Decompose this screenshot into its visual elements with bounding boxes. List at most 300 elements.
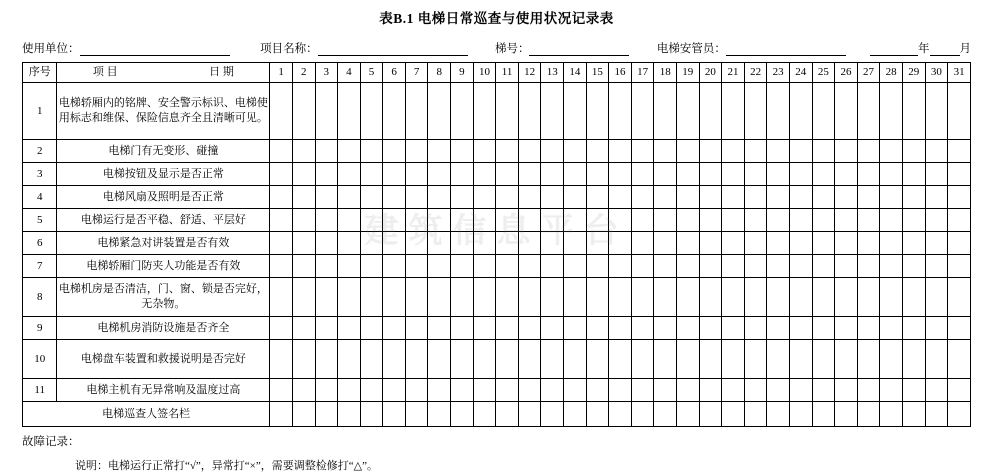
cell-day-14[interactable]	[564, 379, 587, 402]
cell-day-26[interactable]	[835, 379, 858, 402]
cell-day-26[interactable]	[835, 209, 858, 232]
cell-day-25[interactable]	[812, 317, 835, 340]
cell-day-17[interactable]	[631, 140, 654, 163]
cell-day-12[interactable]	[518, 140, 541, 163]
cell-day-6[interactable]	[383, 317, 406, 340]
cell-day-19[interactable]	[677, 232, 700, 255]
cell-day-11[interactable]	[496, 209, 519, 232]
cell-day-21[interactable]	[722, 278, 745, 317]
cell-day-18[interactable]	[654, 163, 677, 186]
cell-day-12[interactable]	[518, 163, 541, 186]
sign-day-7[interactable]	[405, 402, 428, 427]
cell-day-3[interactable]	[315, 317, 338, 340]
cell-day-20[interactable]	[699, 255, 722, 278]
cell-day-28[interactable]	[880, 379, 903, 402]
cell-day-23[interactable]	[767, 255, 790, 278]
sign-day-20[interactable]	[699, 402, 722, 427]
cell-day-24[interactable]	[789, 163, 812, 186]
cell-day-22[interactable]	[744, 379, 767, 402]
cell-day-29[interactable]	[902, 278, 925, 317]
cell-day-29[interactable]	[902, 83, 925, 140]
cell-day-18[interactable]	[654, 140, 677, 163]
cell-day-4[interactable]	[338, 317, 361, 340]
cell-day-31[interactable]	[948, 255, 971, 278]
cell-day-3[interactable]	[315, 163, 338, 186]
cell-day-22[interactable]	[744, 340, 767, 379]
cell-day-21[interactable]	[722, 340, 745, 379]
cell-day-15[interactable]	[586, 340, 609, 379]
cell-day-6[interactable]	[383, 83, 406, 140]
cell-day-19[interactable]	[677, 209, 700, 232]
cell-day-17[interactable]	[631, 163, 654, 186]
cell-day-8[interactable]	[428, 278, 451, 317]
cell-day-19[interactable]	[677, 379, 700, 402]
cell-day-19[interactable]	[677, 186, 700, 209]
cell-day-22[interactable]	[744, 278, 767, 317]
cell-day-12[interactable]	[518, 255, 541, 278]
cell-day-31[interactable]	[948, 209, 971, 232]
cell-day-12[interactable]	[518, 209, 541, 232]
cell-day-26[interactable]	[835, 232, 858, 255]
cell-day-6[interactable]	[383, 186, 406, 209]
cell-day-7[interactable]	[405, 340, 428, 379]
cell-day-7[interactable]	[405, 163, 428, 186]
cell-day-27[interactable]	[857, 317, 880, 340]
cell-day-15[interactable]	[586, 83, 609, 140]
cell-day-15[interactable]	[586, 163, 609, 186]
cell-day-3[interactable]	[315, 209, 338, 232]
cell-day-9[interactable]	[451, 186, 474, 209]
cell-day-4[interactable]	[338, 140, 361, 163]
sign-day-17[interactable]	[631, 402, 654, 427]
cell-day-17[interactable]	[631, 340, 654, 379]
cell-day-18[interactable]	[654, 317, 677, 340]
cell-day-15[interactable]	[586, 255, 609, 278]
cell-day-27[interactable]	[857, 140, 880, 163]
sign-day-25[interactable]	[812, 402, 835, 427]
cell-day-24[interactable]	[789, 278, 812, 317]
cell-day-18[interactable]	[654, 379, 677, 402]
cell-day-14[interactable]	[564, 317, 587, 340]
cell-day-24[interactable]	[789, 340, 812, 379]
cell-day-12[interactable]	[518, 379, 541, 402]
cell-day-6[interactable]	[383, 209, 406, 232]
cell-day-2[interactable]	[292, 163, 315, 186]
cell-day-24[interactable]	[789, 83, 812, 140]
cell-day-23[interactable]	[767, 278, 790, 317]
cell-day-28[interactable]	[880, 186, 903, 209]
cell-day-8[interactable]	[428, 255, 451, 278]
cell-day-22[interactable]	[744, 255, 767, 278]
sign-day-16[interactable]	[609, 402, 632, 427]
cell-day-23[interactable]	[767, 317, 790, 340]
cell-day-29[interactable]	[902, 163, 925, 186]
sign-day-26[interactable]	[835, 402, 858, 427]
cell-day-14[interactable]	[564, 140, 587, 163]
cell-day-24[interactable]	[789, 232, 812, 255]
cell-day-7[interactable]	[405, 186, 428, 209]
cell-day-4[interactable]	[338, 340, 361, 379]
cell-day-5[interactable]	[360, 278, 383, 317]
cell-day-10[interactable]	[473, 232, 496, 255]
cell-day-2[interactable]	[292, 317, 315, 340]
cell-day-23[interactable]	[767, 186, 790, 209]
cell-day-23[interactable]	[767, 163, 790, 186]
cell-day-25[interactable]	[812, 255, 835, 278]
cell-day-10[interactable]	[473, 317, 496, 340]
cell-day-16[interactable]	[609, 278, 632, 317]
cell-day-25[interactable]	[812, 340, 835, 379]
cell-day-26[interactable]	[835, 255, 858, 278]
cell-day-25[interactable]	[812, 209, 835, 232]
sign-day-13[interactable]	[541, 402, 564, 427]
cell-day-4[interactable]	[338, 232, 361, 255]
cell-day-20[interactable]	[699, 340, 722, 379]
cell-day-16[interactable]	[609, 83, 632, 140]
cell-day-18[interactable]	[654, 255, 677, 278]
cell-day-1[interactable]	[270, 317, 293, 340]
cell-day-2[interactable]	[292, 209, 315, 232]
cell-day-7[interactable]	[405, 140, 428, 163]
cell-day-19[interactable]	[677, 83, 700, 140]
cell-day-15[interactable]	[586, 232, 609, 255]
cell-day-9[interactable]	[451, 379, 474, 402]
cell-day-13[interactable]	[541, 140, 564, 163]
cell-day-14[interactable]	[564, 186, 587, 209]
cell-day-2[interactable]	[292, 83, 315, 140]
cell-day-21[interactable]	[722, 83, 745, 140]
cell-day-4[interactable]	[338, 186, 361, 209]
cell-day-30[interactable]	[925, 209, 948, 232]
cell-day-30[interactable]	[925, 340, 948, 379]
cell-day-9[interactable]	[451, 278, 474, 317]
cell-day-29[interactable]	[902, 232, 925, 255]
cell-day-8[interactable]	[428, 232, 451, 255]
cell-day-13[interactable]	[541, 317, 564, 340]
cell-day-21[interactable]	[722, 209, 745, 232]
cell-day-5[interactable]	[360, 163, 383, 186]
cell-day-1[interactable]	[270, 379, 293, 402]
cell-day-9[interactable]	[451, 255, 474, 278]
cell-day-10[interactable]	[473, 379, 496, 402]
cell-day-7[interactable]	[405, 83, 428, 140]
cell-day-21[interactable]	[722, 186, 745, 209]
cell-day-9[interactable]	[451, 317, 474, 340]
cell-day-8[interactable]	[428, 83, 451, 140]
cell-day-8[interactable]	[428, 140, 451, 163]
cell-day-23[interactable]	[767, 340, 790, 379]
sign-day-18[interactable]	[654, 402, 677, 427]
cell-day-17[interactable]	[631, 255, 654, 278]
cell-day-18[interactable]	[654, 232, 677, 255]
cell-day-17[interactable]	[631, 83, 654, 140]
cell-day-16[interactable]	[609, 232, 632, 255]
cell-day-7[interactable]	[405, 255, 428, 278]
cell-day-10[interactable]	[473, 255, 496, 278]
cell-day-4[interactable]	[338, 163, 361, 186]
cell-day-11[interactable]	[496, 163, 519, 186]
cell-day-16[interactable]	[609, 209, 632, 232]
sign-day-12[interactable]	[518, 402, 541, 427]
cell-day-18[interactable]	[654, 340, 677, 379]
cell-day-16[interactable]	[609, 163, 632, 186]
cell-day-28[interactable]	[880, 232, 903, 255]
cell-day-25[interactable]	[812, 379, 835, 402]
cell-day-7[interactable]	[405, 379, 428, 402]
cell-day-13[interactable]	[541, 209, 564, 232]
cell-day-19[interactable]	[677, 278, 700, 317]
cell-day-25[interactable]	[812, 186, 835, 209]
cell-day-5[interactable]	[360, 83, 383, 140]
cell-day-12[interactable]	[518, 232, 541, 255]
cell-day-27[interactable]	[857, 163, 880, 186]
cell-day-11[interactable]	[496, 340, 519, 379]
cell-day-30[interactable]	[925, 232, 948, 255]
cell-day-8[interactable]	[428, 317, 451, 340]
cell-day-29[interactable]	[902, 340, 925, 379]
cell-day-20[interactable]	[699, 186, 722, 209]
cell-day-21[interactable]	[722, 255, 745, 278]
cell-day-31[interactable]	[948, 278, 971, 317]
cell-day-6[interactable]	[383, 278, 406, 317]
sign-day-24[interactable]	[789, 402, 812, 427]
cell-day-2[interactable]	[292, 255, 315, 278]
cell-day-22[interactable]	[744, 83, 767, 140]
sign-day-29[interactable]	[902, 402, 925, 427]
cell-day-11[interactable]	[496, 186, 519, 209]
field-project-input[interactable]	[318, 44, 468, 56]
cell-day-7[interactable]	[405, 209, 428, 232]
cell-day-19[interactable]	[677, 317, 700, 340]
cell-day-25[interactable]	[812, 163, 835, 186]
cell-day-27[interactable]	[857, 186, 880, 209]
cell-day-11[interactable]	[496, 255, 519, 278]
cell-day-17[interactable]	[631, 278, 654, 317]
cell-day-28[interactable]	[880, 163, 903, 186]
cell-day-15[interactable]	[586, 186, 609, 209]
cell-day-25[interactable]	[812, 278, 835, 317]
cell-day-29[interactable]	[902, 255, 925, 278]
cell-day-8[interactable]	[428, 340, 451, 379]
cell-day-15[interactable]	[586, 209, 609, 232]
cell-day-24[interactable]	[789, 140, 812, 163]
cell-day-14[interactable]	[564, 340, 587, 379]
cell-day-14[interactable]	[564, 83, 587, 140]
cell-day-31[interactable]	[948, 232, 971, 255]
cell-day-1[interactable]	[270, 163, 293, 186]
sign-day-4[interactable]	[338, 402, 361, 427]
cell-day-30[interactable]	[925, 83, 948, 140]
cell-day-26[interactable]	[835, 83, 858, 140]
cell-day-3[interactable]	[315, 83, 338, 140]
cell-day-3[interactable]	[315, 379, 338, 402]
cell-day-14[interactable]	[564, 163, 587, 186]
cell-day-8[interactable]	[428, 186, 451, 209]
cell-day-10[interactable]	[473, 278, 496, 317]
cell-day-1[interactable]	[270, 186, 293, 209]
sign-day-19[interactable]	[677, 402, 700, 427]
cell-day-28[interactable]	[880, 340, 903, 379]
cell-day-19[interactable]	[677, 255, 700, 278]
cell-day-2[interactable]	[292, 278, 315, 317]
cell-day-6[interactable]	[383, 163, 406, 186]
cell-day-3[interactable]	[315, 278, 338, 317]
cell-day-22[interactable]	[744, 163, 767, 186]
cell-day-18[interactable]	[654, 186, 677, 209]
cell-day-17[interactable]	[631, 379, 654, 402]
cell-day-12[interactable]	[518, 83, 541, 140]
cell-day-31[interactable]	[948, 317, 971, 340]
cell-day-30[interactable]	[925, 163, 948, 186]
cell-day-31[interactable]	[948, 83, 971, 140]
cell-day-7[interactable]	[405, 232, 428, 255]
field-unit-input[interactable]	[80, 44, 230, 56]
sign-day-23[interactable]	[767, 402, 790, 427]
cell-day-28[interactable]	[880, 255, 903, 278]
cell-day-1[interactable]	[270, 209, 293, 232]
sign-day-31[interactable]	[948, 402, 971, 427]
cell-day-30[interactable]	[925, 140, 948, 163]
cell-day-6[interactable]	[383, 340, 406, 379]
cell-day-16[interactable]	[609, 186, 632, 209]
cell-day-26[interactable]	[835, 186, 858, 209]
field-year-input[interactable]	[870, 44, 918, 56]
cell-day-31[interactable]	[948, 186, 971, 209]
cell-day-25[interactable]	[812, 232, 835, 255]
cell-day-6[interactable]	[383, 379, 406, 402]
cell-day-17[interactable]	[631, 186, 654, 209]
cell-day-15[interactable]	[586, 317, 609, 340]
cell-day-1[interactable]	[270, 278, 293, 317]
cell-day-10[interactable]	[473, 140, 496, 163]
cell-day-22[interactable]	[744, 232, 767, 255]
cell-day-3[interactable]	[315, 186, 338, 209]
sign-day-2[interactable]	[292, 402, 315, 427]
sign-day-27[interactable]	[857, 402, 880, 427]
cell-day-27[interactable]	[857, 255, 880, 278]
cell-day-12[interactable]	[518, 278, 541, 317]
cell-day-26[interactable]	[835, 340, 858, 379]
sign-day-9[interactable]	[451, 402, 474, 427]
cell-day-5[interactable]	[360, 209, 383, 232]
cell-day-13[interactable]	[541, 186, 564, 209]
cell-day-27[interactable]	[857, 83, 880, 140]
cell-day-11[interactable]	[496, 232, 519, 255]
cell-day-20[interactable]	[699, 83, 722, 140]
sign-day-1[interactable]	[270, 402, 293, 427]
cell-day-26[interactable]	[835, 140, 858, 163]
cell-day-20[interactable]	[699, 209, 722, 232]
cell-day-3[interactable]	[315, 340, 338, 379]
cell-day-20[interactable]	[699, 163, 722, 186]
cell-day-23[interactable]	[767, 140, 790, 163]
cell-day-9[interactable]	[451, 163, 474, 186]
cell-day-17[interactable]	[631, 317, 654, 340]
cell-day-3[interactable]	[315, 140, 338, 163]
sign-day-22[interactable]	[744, 402, 767, 427]
cell-day-8[interactable]	[428, 209, 451, 232]
cell-day-25[interactable]	[812, 140, 835, 163]
field-elevator-no-input[interactable]	[529, 44, 629, 56]
cell-day-8[interactable]	[428, 379, 451, 402]
cell-day-19[interactable]	[677, 163, 700, 186]
cell-day-5[interactable]	[360, 340, 383, 379]
cell-day-2[interactable]	[292, 140, 315, 163]
sign-day-15[interactable]	[586, 402, 609, 427]
cell-day-19[interactable]	[677, 140, 700, 163]
cell-day-2[interactable]	[292, 186, 315, 209]
cell-day-29[interactable]	[902, 379, 925, 402]
cell-day-15[interactable]	[586, 278, 609, 317]
cell-day-14[interactable]	[564, 255, 587, 278]
cell-day-24[interactable]	[789, 379, 812, 402]
cell-day-3[interactable]	[315, 255, 338, 278]
cell-day-12[interactable]	[518, 186, 541, 209]
cell-day-31[interactable]	[948, 140, 971, 163]
cell-day-22[interactable]	[744, 209, 767, 232]
cell-day-23[interactable]	[767, 209, 790, 232]
cell-day-10[interactable]	[473, 163, 496, 186]
cell-day-9[interactable]	[451, 83, 474, 140]
sign-day-28[interactable]	[880, 402, 903, 427]
cell-day-18[interactable]	[654, 209, 677, 232]
cell-day-16[interactable]	[609, 340, 632, 379]
cell-day-24[interactable]	[789, 317, 812, 340]
cell-day-5[interactable]	[360, 379, 383, 402]
cell-day-25[interactable]	[812, 83, 835, 140]
cell-day-13[interactable]	[541, 255, 564, 278]
cell-day-30[interactable]	[925, 317, 948, 340]
cell-day-10[interactable]	[473, 186, 496, 209]
sign-day-14[interactable]	[564, 402, 587, 427]
cell-day-11[interactable]	[496, 140, 519, 163]
cell-day-13[interactable]	[541, 232, 564, 255]
cell-day-5[interactable]	[360, 186, 383, 209]
cell-day-1[interactable]	[270, 255, 293, 278]
cell-day-21[interactable]	[722, 232, 745, 255]
sign-day-5[interactable]	[360, 402, 383, 427]
cell-day-18[interactable]	[654, 83, 677, 140]
cell-day-27[interactable]	[857, 209, 880, 232]
cell-day-4[interactable]	[338, 379, 361, 402]
cell-day-10[interactable]	[473, 83, 496, 140]
cell-day-9[interactable]	[451, 340, 474, 379]
cell-day-1[interactable]	[270, 140, 293, 163]
cell-day-29[interactable]	[902, 317, 925, 340]
cell-day-27[interactable]	[857, 340, 880, 379]
cell-day-31[interactable]	[948, 340, 971, 379]
cell-day-27[interactable]	[857, 232, 880, 255]
cell-day-30[interactable]	[925, 255, 948, 278]
cell-day-24[interactable]	[789, 209, 812, 232]
cell-day-23[interactable]	[767, 83, 790, 140]
cell-day-23[interactable]	[767, 379, 790, 402]
cell-day-24[interactable]	[789, 255, 812, 278]
cell-day-22[interactable]	[744, 140, 767, 163]
cell-day-28[interactable]	[880, 83, 903, 140]
cell-day-15[interactable]	[586, 379, 609, 402]
sign-day-8[interactable]	[428, 402, 451, 427]
cell-day-14[interactable]	[564, 278, 587, 317]
cell-day-16[interactable]	[609, 255, 632, 278]
cell-day-29[interactable]	[902, 209, 925, 232]
cell-day-30[interactable]	[925, 379, 948, 402]
cell-day-30[interactable]	[925, 278, 948, 317]
cell-day-5[interactable]	[360, 232, 383, 255]
cell-day-16[interactable]	[609, 379, 632, 402]
cell-day-21[interactable]	[722, 163, 745, 186]
cell-day-20[interactable]	[699, 317, 722, 340]
